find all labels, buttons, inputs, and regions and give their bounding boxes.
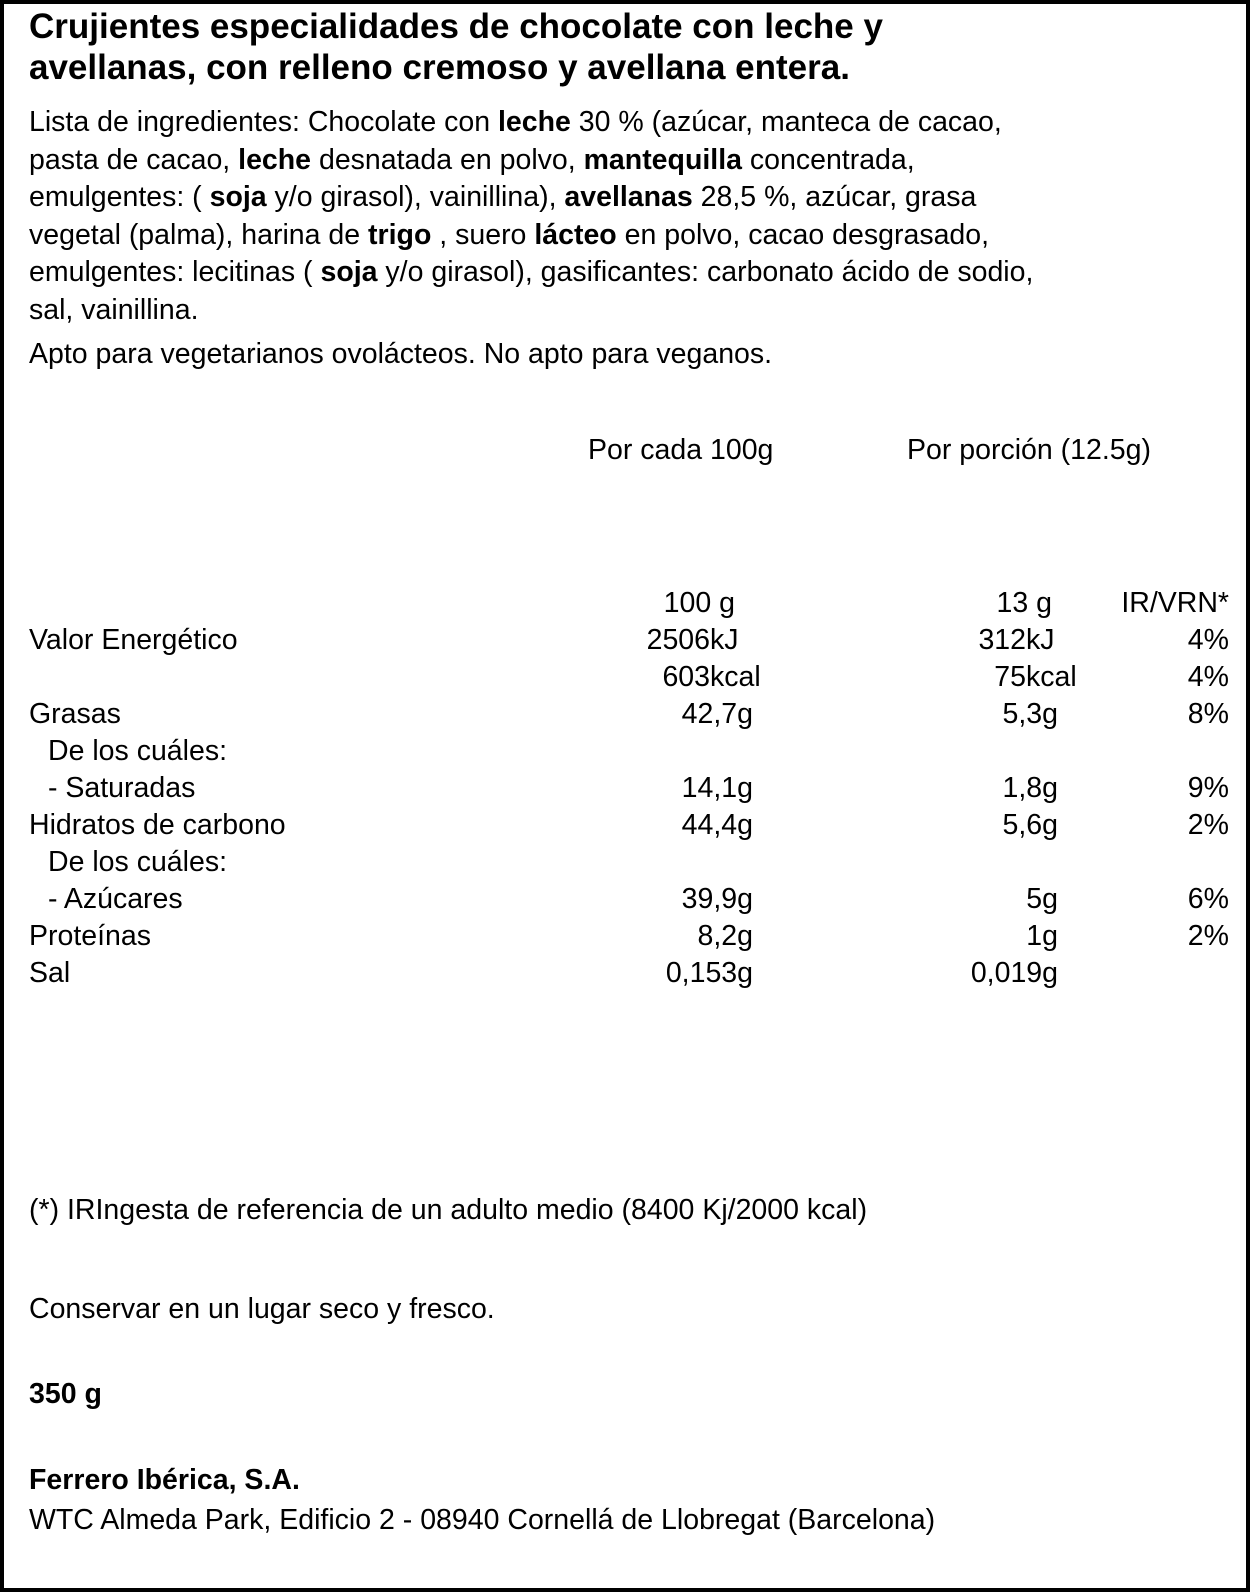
subheader-ir-vrn: IR/VRN* (1121, 587, 1229, 619)
allergen-text: trigo (368, 218, 432, 251)
ingredients-line-3 (29, 179, 1033, 217)
ingredients-text: en polvo, cacao desgrasado, (616, 218, 990, 251)
column-header-per-100g: Por cada 100g (588, 434, 774, 466)
dietary-note: Apto para vegetarianos ovolácteos. No apto para veganos. (29, 338, 773, 370)
ingredients-text: 30 % (azúcar, manteca de cacao, (570, 106, 1002, 138)
value-per-100g: 8,2g (697, 920, 753, 952)
value-per-100g: 39,9g (681, 883, 753, 915)
product-title-line-1: Crujientes especialidades de chocolate con leche y (29, 7, 883, 46)
percent-reference-intake: 8% (1187, 698, 1229, 730)
nutrient-name: Proteínas (29, 920, 151, 952)
ingredients-text: pasta de cacao, (29, 143, 239, 176)
nutrition-row (29, 733, 1229, 770)
value-per-100g: 14,1g (681, 772, 753, 804)
nutrient-name: De los cuáles: (48, 735, 228, 767)
product-title (29, 6, 883, 88)
allergen-text: lácteo (534, 218, 617, 251)
percent-reference-intake: 9% (1187, 772, 1229, 804)
allergen-text: soja (209, 181, 267, 213)
percent-reference-intake: 6% (1187, 883, 1229, 915)
value-per-portion: 5g (1026, 883, 1058, 915)
ingredients-text: concentrada, (741, 143, 915, 176)
column-header-per-portion: Por porción (12.5g) (907, 434, 1151, 466)
nutrition-row (29, 770, 1229, 807)
allergen-text: leche (238, 143, 312, 176)
ingredients-line-1 (29, 104, 1033, 142)
allergen-text: soja (320, 256, 378, 288)
nutrient-name: Sal (29, 957, 71, 989)
unit-per-100g: kJ (710, 624, 739, 656)
allergen-text: leche (497, 106, 571, 138)
value-per-portion: 0,019g (970, 957, 1058, 989)
value-per-portion: 312 (978, 624, 1026, 656)
ingredients-text: Lista de ingredientes: Chocolate con (29, 106, 498, 138)
nutrient-name: Hidratos de carbono (29, 809, 286, 841)
ingredients-line-5 (29, 254, 1033, 292)
storage-instructions: Conservar en un lugar seco y fresco. (29, 1293, 495, 1325)
percent-reference-intake: 2% (1187, 809, 1229, 841)
subheader-13g: 13 g (996, 587, 1052, 619)
allergen-text: mantequilla (583, 143, 742, 176)
value-per-portion: 1g (1026, 920, 1058, 952)
percent-reference-intake: 2% (1187, 920, 1229, 952)
net-weight: 350 g (29, 1378, 102, 1410)
value-per-portion: 5,6g (1002, 809, 1058, 841)
value-per-100g: 2506 (646, 624, 710, 656)
nutrient-name: - Azúcares (48, 883, 183, 915)
nutrient-name: - Saturadas (48, 772, 196, 804)
percent-reference-intake: 4% (1187, 624, 1229, 656)
value-per-portion: 75 (994, 661, 1026, 693)
percent-reference-intake: 4% (1187, 661, 1229, 693)
allergen-text: avellanas (564, 181, 693, 213)
nutrient-name: Grasas (29, 698, 121, 730)
value-per-100g: 0,153g (665, 957, 753, 989)
nutrition-row (29, 918, 1229, 955)
company-name: Ferrero Ibérica, S.A. (29, 1464, 300, 1496)
ingredients-text: desnatada en polvo, (311, 143, 584, 176)
nutrition-subheader-row (29, 585, 1229, 622)
subheader-100g: 100 g (663, 587, 735, 619)
nutrition-row (29, 622, 1229, 659)
ingredients-line-6: sal, vainillina. (29, 293, 199, 326)
ingredients-text: emulgentes: ( (29, 181, 210, 213)
ingredients-text: y/o girasol), gasificantes: carbonato ácido de sodio, (377, 256, 1034, 288)
unit-per-100g: kcal (710, 661, 761, 693)
nutrition-table (29, 585, 1229, 992)
nutrition-row (29, 844, 1229, 881)
ingredients-text: 28,5 %, azúcar, grasa (692, 181, 977, 213)
ingredients-text: vegetal (palma), harina de (29, 218, 369, 251)
ingredients-text: , suero (431, 218, 535, 251)
unit-per-portion: kcal (1026, 661, 1077, 693)
value-per-100g: 42,7g (681, 698, 753, 730)
nutrition-row (29, 696, 1229, 733)
nutrition-row (29, 881, 1229, 918)
nutrient-name: De los cuáles: (48, 846, 228, 878)
value-per-100g: 603 (662, 661, 710, 693)
nutrition-row (29, 807, 1229, 844)
company-address: WTC Almeda Park, Edificio 2 - 08940 Cornellá de Llobregat (Barcelona) (29, 1504, 936, 1536)
value-per-100g: 44,4g (681, 809, 753, 841)
nutrition-row (29, 659, 1229, 696)
footnote: (*) IRIngesta de referencia de un adulto medio (8400 Kj/2000 kcal) (29, 1194, 868, 1226)
value-per-portion: 5,3g (1002, 698, 1058, 730)
ingredients-text: y/o girasol), vainillina), (266, 181, 565, 213)
nutrition-row (29, 955, 1229, 992)
ingredients-line-4 (29, 217, 1033, 255)
nutrient-name: Valor Energético (29, 624, 238, 656)
ingredients-list (29, 104, 1033, 329)
unit-per-portion: kJ (1026, 624, 1055, 656)
ingredients-text: emulgentes: lecitinas ( (29, 256, 321, 288)
ingredients-line-2 (29, 142, 1033, 180)
value-per-portion: 1,8g (1002, 772, 1058, 804)
product-title-line-2: avellanas, con relleno cremoso y avellana entera. (29, 48, 850, 87)
